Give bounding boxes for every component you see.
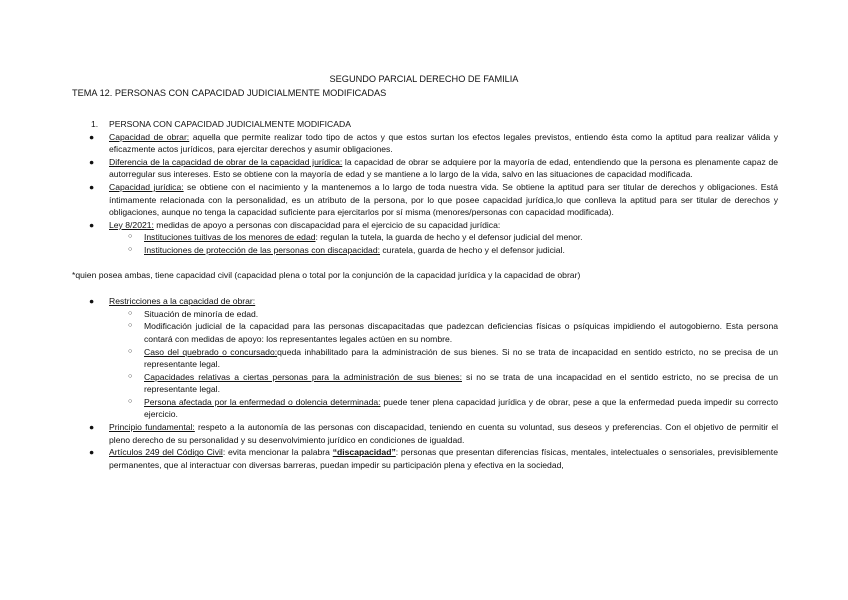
section-heading — [72, 118, 778, 131]
bullet-text: respeto a la autonomía de las personas con discapacidad, teniendo en cuenta su voluntad, sus deseos y preferencias. Con el objetivo de permitir el pleno derecho de su personalidad y su desenvolvimiento jurídico en condiciones de igualdad. — [109, 422, 779, 445]
section-heading-text: PERSONA CON CAPACIDAD JUDICIALMENTE MODIFICADA — [109, 119, 351, 129]
bullet-marker: ● — [89, 181, 95, 192]
sub-item-term: Persona afectada por la enfermedad o dolencia determinada: — [144, 396, 381, 407]
bullet-marker: ● — [89, 219, 95, 230]
sub-item-text: Modificación judicial de la capacidad para las personas discapacitadas que padezcan deficiencias físicas o psíquicas impidiendo el autogobierno. Esta persona contará con medidas de apoyo: los representantes legales actúen en su nombre. — [144, 321, 778, 344]
document-title: SEGUNDO PARCIAL DERECHO DE FAMILIA — [329, 74, 519, 84]
bullet-articulo — [72, 446, 778, 471]
sub-item-tuitivas — [72, 231, 778, 244]
bullet-text: medidas de apoyo a personas con discapacidad para el ejercicio de su capacidad jurídica: — [153, 219, 501, 230]
bullet-principio — [72, 421, 778, 446]
sub-item-term: Capacidades relativas a ciertas personas para la administración de sus bienes: — [144, 371, 462, 382]
bullet-term: Principio fundamental: — [109, 422, 195, 433]
bullet-text: la capacidad de obrar se adquiere por la mayoría de edad, entendiendo que la persona es plenamente capaz de autorregular sus intereses. Esto se obtiene con la mayoría de edad y se mantiene a lo largo de la vida, salvo en las situaciones de capacidad modificada. — [109, 156, 778, 180]
bullet-text: aquella que permite realizar todo tipo de actos y que estos surtan los efectos legales previstos, entiendo ésta como la aptitud para realizar válida y eficazmente actos jurídicos, para ejercitar derechos y asumir obligaciones. — [109, 131, 778, 155]
sub-bullet-marker: ○ — [128, 233, 133, 241]
bullet-diferencia — [72, 156, 778, 181]
bullet-term: Diferencia de la capacidad de obrar de la capacidad jurídica: — [109, 156, 343, 167]
bullet-marker: ● — [89, 447, 95, 458]
bullet-marker: ● — [89, 156, 95, 167]
sub-bullet-marker: ○ — [128, 372, 133, 380]
bullet-ley — [72, 219, 778, 232]
bullet-term: Capacidad jurídica: — [109, 181, 184, 192]
bullet-marker: ● — [89, 422, 95, 433]
sub-item-minoria — [72, 308, 778, 321]
sub-bullet-marker: ○ — [128, 397, 133, 405]
bullet-capacidad-juridica — [72, 181, 778, 219]
sub-item-text: Situación de minoría de edad. — [144, 308, 259, 319]
sub-item-text: queda inhabilitado para la administración de sus bienes. Si no se trata de incapacidad en sentido estricto, no se precisa de un representante legal. — [144, 346, 779, 370]
bullet-text: : personas que presentan diferencias físicas, mentales, intelectuales o sensoriales, previsiblemente permanentes, que al interactuar con diversas barreras, puedan impedir su participación plena y efectiva en la sociedad, — [109, 447, 778, 470]
bullet-text: se obtiene con el nacimiento y la mantenemos a lo largo de toda nuestra vida. Se obtiene la aptitud para ser titular de derechos y obligaciones. Está íntimamente relacionada con la personalidad, es un atributo de la persona, por lo que posee capacidad jurídica,lo que conlleva la aptitud para ser titular de derechos y obligaciones, aunque no tenga la capacidad suficiente para ejercitarlos por sí misma (menores/personas con capacidad modificada). — [109, 181, 778, 218]
document-subtitle: TEMA 12. PERSONAS CON CAPACIDAD JUDICIALMENTE MODIFICADAS — [72, 88, 387, 98]
bullet-term: Capacidad de obrar: — [109, 131, 190, 142]
bullet-term: Artículos 249 del Código Civil — [109, 447, 223, 458]
sub-item-term: Caso del quebrado o concursado: — [144, 346, 278, 357]
sub-bullet-marker: ○ — [128, 309, 133, 317]
sub-item-modificacion — [72, 320, 778, 345]
section-number: 1. — [91, 119, 99, 129]
bullet-term: Ley 8/2021: — [109, 219, 154, 230]
sub-bullet-marker: ○ — [128, 347, 133, 355]
bullet-capacidad-obrar — [72, 131, 778, 156]
sub-item-text: curatela, guarda de hecho y el defensor judicial. — [380, 244, 565, 255]
sub-item-enfermedad — [72, 396, 778, 421]
bullet-marker: ● — [89, 296, 95, 307]
sub-bullet-marker: ○ — [128, 322, 133, 330]
sub-item-term: Instituciones de protección de las personas con discapacidad: — [144, 244, 380, 255]
bullet-marker: ● — [89, 131, 95, 142]
note-paragraph: *quien posea ambas, tiene capacidad civil (capacidad plena o total por la conjunción de la capacidad jurídica y la capacidad de obrar) — [72, 269, 581, 280]
sub-item-text: si no se trata de una incapacidad en el sentido estricto, no se precisa de un representante legal. — [144, 371, 778, 395]
bullet-text: : evita mencionar la palabra — [222, 447, 333, 458]
sub-item-capacidades-relativas — [72, 371, 778, 396]
document-body — [72, 118, 778, 471]
bullet-term: Restricciones a la capacidad de obrar: — [109, 296, 256, 307]
sub-item-text: puede tener plena capacidad jurídica y de obrar, pese a que la enfermedad pueda impedir su correcto ejercicio. — [144, 396, 778, 420]
sub-item-quebrado — [72, 346, 778, 371]
bullet-restricciones — [72, 295, 778, 308]
quoted-term: “discapacidad” — [332, 447, 396, 458]
sub-item-term: Instituciones tuitivas de los menores de edad — [144, 232, 316, 243]
sub-bullet-marker: ○ — [128, 245, 133, 253]
sub-item-text: : regulan la tutela, la guarda de hecho y el defensor judicial del menor. — [315, 232, 583, 243]
sub-item-proteccion — [72, 244, 778, 257]
